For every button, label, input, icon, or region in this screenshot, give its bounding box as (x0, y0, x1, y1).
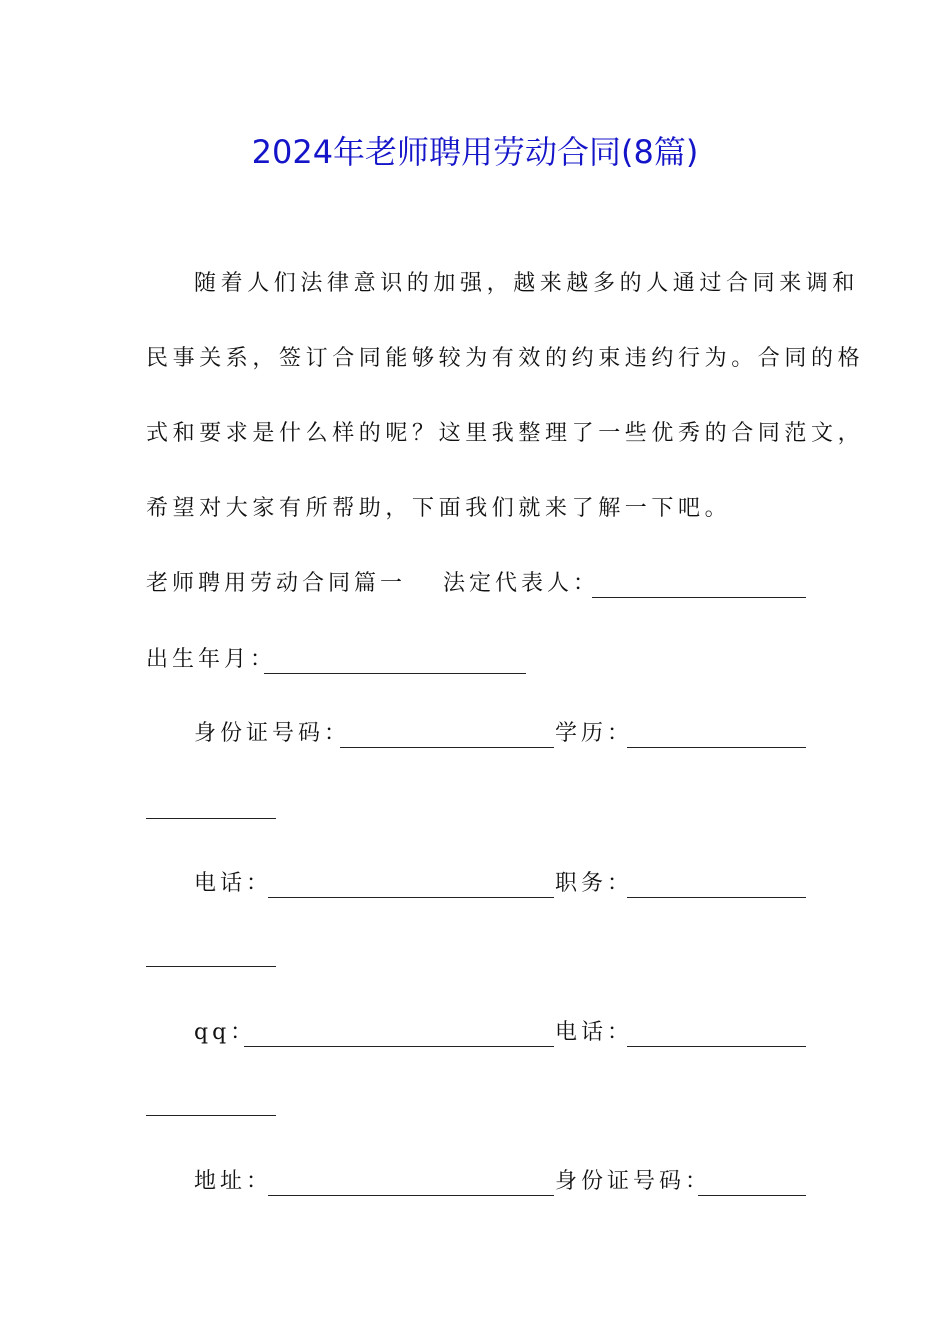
id-label: 身份证号码： (194, 721, 351, 746)
qq-blank[interactable] (244, 1046, 554, 1047)
id-blank[interactable] (340, 747, 554, 748)
phone-position-row (146, 869, 806, 899)
legal-rep-blank[interactable] (592, 597, 806, 598)
education-blank-continued[interactable] (146, 818, 276, 819)
birth-blank[interactable] (264, 673, 526, 674)
birth-row (146, 645, 806, 675)
intro-line: 希望对大家有所帮助，下面我们就来了解一下吧。 (146, 496, 732, 521)
qq-label: qq： (194, 1020, 257, 1045)
legal-rep-label: 法定代表人： (443, 571, 600, 596)
intro-line: 式和要求是什么样的呢？这里我整理了一些优秀的合同范文， (146, 421, 865, 446)
education-label: 学历： (555, 721, 634, 746)
phone2-blank-continued[interactable] (146, 1115, 276, 1116)
phone2-label: 电话： (555, 1020, 634, 1045)
phone2-blank[interactable] (627, 1046, 806, 1047)
education-blank[interactable] (627, 747, 806, 748)
phone-label: 电话： (194, 871, 273, 896)
birth-label: 出生年月： (146, 647, 277, 672)
address-label: 地址： (194, 1169, 273, 1194)
position-blank[interactable] (627, 897, 806, 898)
address-id-row (146, 1167, 806, 1197)
document-title: 2024年老师聘用劳动合同(8篇) (251, 133, 699, 171)
id2-label: 身份证号码： (555, 1169, 712, 1194)
position-label: 职务： (555, 871, 634, 896)
qq-phone-row (146, 1018, 806, 1048)
intro-line: 民事关系，签订合同能够较为有效的约束违约行为。合同的格 (146, 346, 865, 371)
heading-row (146, 569, 806, 599)
intro-line: 随着人们法律意识的加强，越来越多的人通过合同来调和 (194, 271, 860, 296)
position-blank-continued[interactable] (146, 966, 276, 967)
section-heading: 老师聘用劳动合同篇一 (146, 571, 407, 596)
id-education-row (146, 719, 806, 749)
address-blank[interactable] (268, 1195, 554, 1196)
phone-blank[interactable] (268, 897, 554, 898)
id2-blank[interactable] (698, 1195, 806, 1196)
